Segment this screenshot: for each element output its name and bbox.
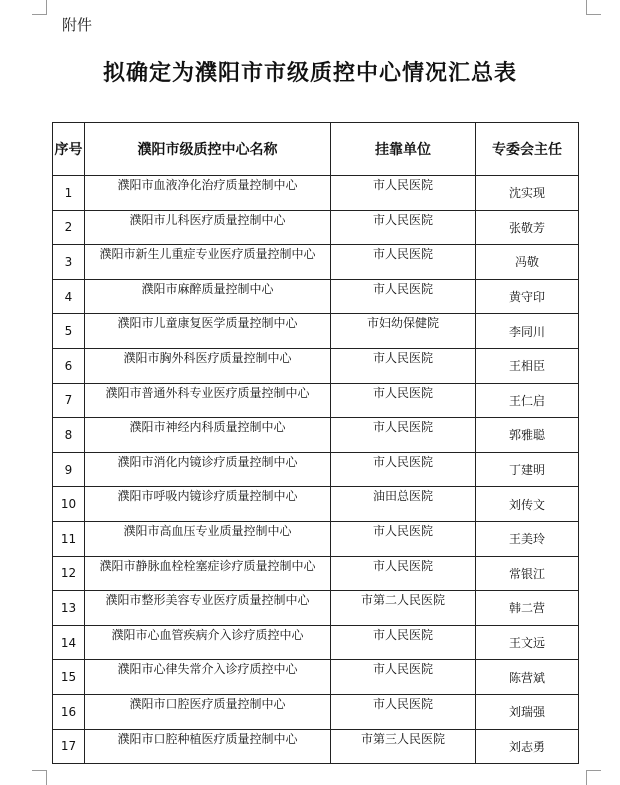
- cell-center-name: 濮阳市口腔医疗质量控制中心: [85, 694, 331, 729]
- cell-center-name: 濮阳市静脉血栓栓塞症诊疗质量控制中心: [85, 556, 331, 591]
- cell-no: 1: [53, 176, 85, 211]
- cell-no: 13: [53, 591, 85, 626]
- cell-no: 14: [53, 625, 85, 660]
- cell-center-name: 濮阳市胸外科医疗质量控制中心: [85, 348, 331, 383]
- cell-unit: 市人民医院: [331, 556, 476, 591]
- cell-director: 常银江: [476, 556, 579, 591]
- table-row: [53, 348, 579, 383]
- cell-center-name: 濮阳市新生儿重症专业医疗质量控制中心: [85, 245, 331, 280]
- cell-unit: 市人民医院: [331, 176, 476, 211]
- cell-no: 3: [53, 245, 85, 280]
- cell-center-name: 濮阳市心血管疾病介入诊疗质控中心: [85, 625, 331, 660]
- cell-no: 10: [53, 487, 85, 522]
- cell-no: 8: [53, 418, 85, 453]
- cell-center-name: 濮阳市整形美容专业医疗质量控制中心: [85, 591, 331, 626]
- cell-unit: 市妇幼保健院: [331, 314, 476, 349]
- cell-director: 王相臣: [476, 348, 579, 383]
- cell-center-name: 濮阳市普通外科专业医疗质量控制中心: [85, 383, 331, 418]
- cell-director: 黄守印: [476, 279, 579, 314]
- cell-unit: 市第二人民医院: [331, 591, 476, 626]
- cell-no: 15: [53, 660, 85, 695]
- cell-center-name: 濮阳市口腔种植医疗质量控制中心: [85, 729, 331, 764]
- cell-unit: 市人民医院: [331, 210, 476, 245]
- cell-no: 2: [53, 210, 85, 245]
- cell-unit: 市人民医院: [331, 348, 476, 383]
- header-name: 濮阳市级质控中心名称: [85, 123, 331, 176]
- cell-unit: 市人民医院: [331, 521, 476, 556]
- cell-director: 王文远: [476, 625, 579, 660]
- cell-unit: 市人民医院: [331, 625, 476, 660]
- crop-mark-bottom-right: [586, 770, 601, 785]
- cell-director: 王美玲: [476, 521, 579, 556]
- table-body: [53, 176, 579, 764]
- crop-mark-top-right: [586, 0, 601, 15]
- summary-table: [52, 122, 579, 764]
- header-director: 专委会主任: [476, 123, 579, 176]
- table-row: [53, 418, 579, 453]
- cell-center-name: 濮阳市儿科医疗质量控制中心: [85, 210, 331, 245]
- cell-no: 16: [53, 694, 85, 729]
- cell-center-name: 濮阳市消化内镜诊疗质量控制中心: [85, 452, 331, 487]
- cell-no: 9: [53, 452, 85, 487]
- crop-mark-top-left: [32, 0, 47, 15]
- table-row: [53, 176, 579, 211]
- cell-unit: 市人民医院: [331, 383, 476, 418]
- cell-director: 张敬芳: [476, 210, 579, 245]
- table-row: [53, 694, 579, 729]
- table-row: [53, 383, 579, 418]
- table-row: [53, 729, 579, 764]
- cell-unit: 市人民医院: [331, 694, 476, 729]
- cell-no: 6: [53, 348, 85, 383]
- cell-director: 韩二营: [476, 591, 579, 626]
- cell-director: 陈营斌: [476, 660, 579, 695]
- cell-no: 4: [53, 279, 85, 314]
- table-row: [53, 452, 579, 487]
- cell-no: 7: [53, 383, 85, 418]
- cell-director: 郭雅聪: [476, 418, 579, 453]
- cell-director: 刘志勇: [476, 729, 579, 764]
- cell-unit: 油田总医院: [331, 487, 476, 522]
- header-unit: 挂靠单位: [331, 123, 476, 176]
- page-title: 拟确定为濮阳市市级质控中心情况汇总表: [102, 60, 517, 86]
- attachment-label: 附件: [62, 16, 93, 34]
- table-row: [53, 521, 579, 556]
- cell-center-name: 濮阳市神经内科质量控制中心: [85, 418, 331, 453]
- cell-unit: 市第三人民医院: [331, 729, 476, 764]
- table-row: [53, 660, 579, 695]
- table-row: [53, 625, 579, 660]
- cell-center-name: 濮阳市麻醉质量控制中心: [85, 279, 331, 314]
- cell-center-name: 濮阳市呼吸内镜诊疗质量控制中心: [85, 487, 331, 522]
- cell-center-name: 濮阳市血液净化治疗质量控制中心: [85, 176, 331, 211]
- cell-no: 11: [53, 521, 85, 556]
- cell-director: 沈实现: [476, 176, 579, 211]
- cell-unit: 市人民医院: [331, 418, 476, 453]
- crop-mark-bottom-left: [32, 770, 47, 785]
- cell-director: 刘瑞强: [476, 694, 579, 729]
- cell-director: 冯敬: [476, 245, 579, 280]
- cell-unit: 市人民医院: [331, 279, 476, 314]
- header-no: 序号: [53, 123, 85, 176]
- cell-unit: 市人民医院: [331, 660, 476, 695]
- cell-no: 12: [53, 556, 85, 591]
- cell-director: 丁建明: [476, 452, 579, 487]
- cell-center-name: 濮阳市儿童康复医学质量控制中心: [85, 314, 331, 349]
- cell-unit: 市人民医院: [331, 245, 476, 280]
- cell-center-name: 濮阳市高血压专业质量控制中心: [85, 521, 331, 556]
- cell-director: 李同川: [476, 314, 579, 349]
- cell-unit: 市人民医院: [331, 452, 476, 487]
- cell-no: 17: [53, 729, 85, 764]
- table-row: [53, 314, 579, 349]
- cell-center-name: 濮阳市心律失常介入诊疗质控中心: [85, 660, 331, 695]
- table-row: [53, 556, 579, 591]
- table-row: [53, 245, 579, 280]
- table-row: [53, 487, 579, 522]
- table-row: [53, 279, 579, 314]
- cell-no: 5: [53, 314, 85, 349]
- cell-director: 王仁启: [476, 383, 579, 418]
- cell-director: 刘传文: [476, 487, 579, 522]
- table-row: [53, 210, 579, 245]
- table-row: [53, 591, 579, 626]
- table-header-row: [53, 123, 579, 176]
